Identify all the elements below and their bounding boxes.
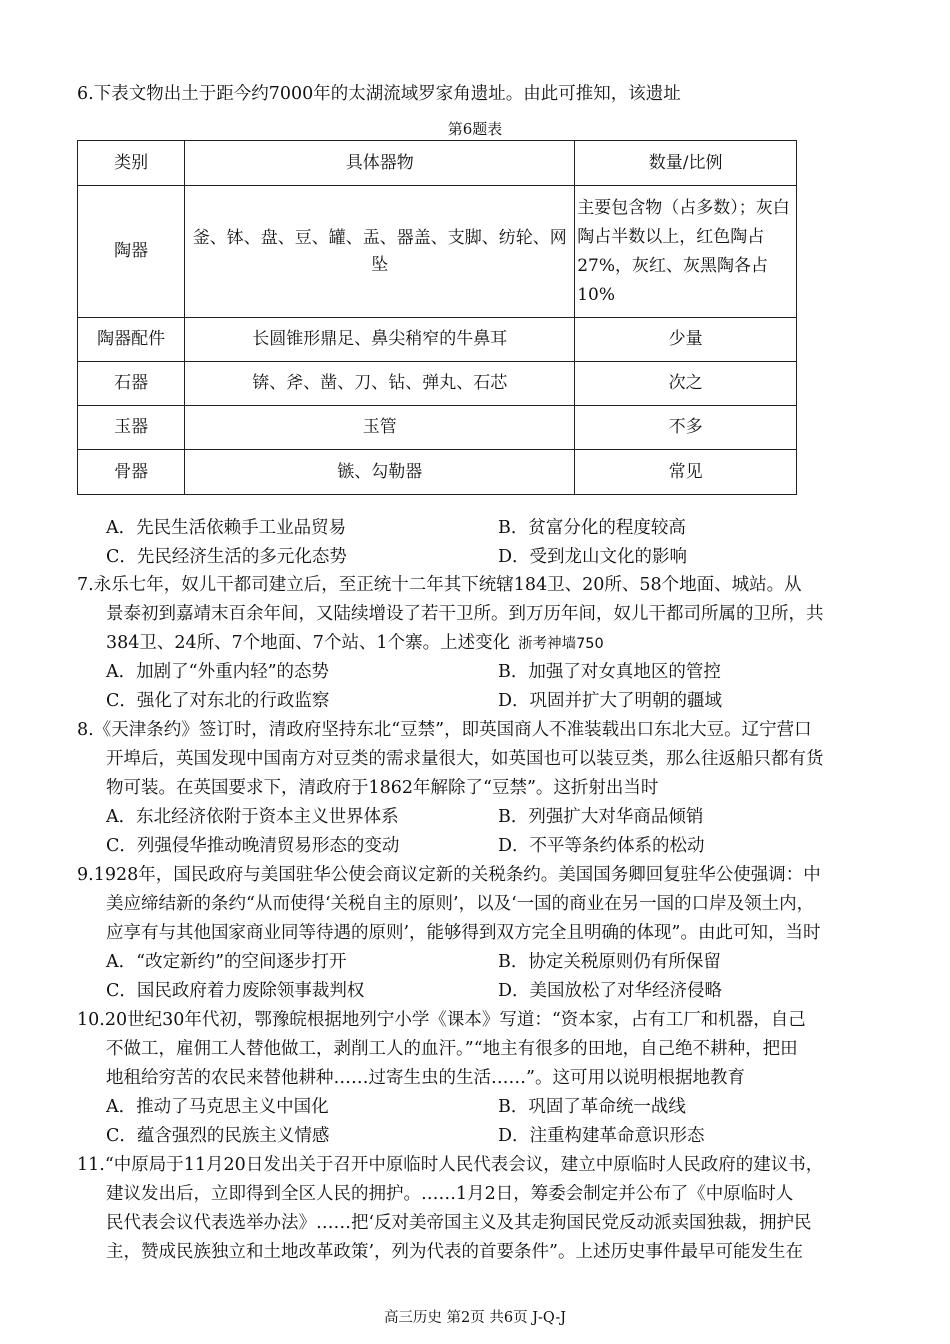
table-row [78, 406, 797, 450]
q10-line: 地租给穷苦的农民来替他耕种……过寄生虫的生活……”。这可用以说明根据地教育 [106, 1068, 745, 1088]
q9-option-d: D．美国放松了对华经济侵略 [498, 981, 723, 1001]
table-cell: 陶器配件 [78, 318, 185, 362]
q7-line-last [106, 631, 604, 656]
table-cell: 镞、勾勒器 [185, 450, 575, 495]
table-cell: 长圆锥形鼎足、鼻尖稍窄的牛鼻耳 [185, 318, 575, 362]
table-cell: 锛、斧、凿、刀、钻、弹丸、石芯 [185, 362, 575, 406]
q11-line: 主，赞成民族独立和土地改革政策’，列为代表的首要条件”。上述历史事件最早可能发生在 [106, 1242, 804, 1262]
q8-line: 物可装。在英国要求下，清政府于1862年解除了“豆禁”。这折射出当时 [106, 778, 659, 798]
q7-line: 景泰初到嘉靖末百余年间，又陆续增设了若干卫所。到万历年间，奴儿干都司所属的卫所，共 [106, 604, 824, 624]
q8-option-b: B．列强扩大对华商品倾销 [498, 807, 704, 827]
q6-stem: 6.下表文物出土于距今约7000年的太湖流域罗家角遗址。由此可推知，该遗址 [77, 84, 681, 104]
q10-line: 10.20世纪30年代初，鄂豫皖根据地列宁小学《课本》写道：“资本家，占有工厂和机器，自己 [77, 1010, 806, 1030]
table-cell: 石器 [78, 362, 185, 406]
table-cell: 不多 [575, 406, 797, 450]
q7-line: 7.永乐七年，奴儿干都司建立后，至正统十二年其下统辖184卫、20所、58个地面、城站。从 [77, 575, 802, 595]
q6-option-b: B．贫富分化的程度较高 [498, 518, 686, 538]
q10-option-b: B．巩固了革命统一战线 [498, 1097, 686, 1117]
q7-option-b: B．加强了对女真地区的管控 [498, 662, 721, 682]
table-cell: 常见 [575, 450, 797, 495]
q8-line: 8.《天津条约》签订时，清政府坚持东北“豆禁”，即英国商人不准装载出口东北大豆。辽宁营口 [77, 720, 812, 740]
q8-option-d: D．不平等条约体系的松动 [498, 836, 705, 856]
table-cell: 釜、钵、盘、豆、罐、盂、器盖、支脚、纺轮、网坠 [185, 186, 575, 318]
table-row [78, 450, 797, 495]
q9-option-c: C．国民政府着力废除领事裁判权 [106, 981, 365, 1001]
q8-option-a: A．东北经济依附于资本主义世界体系 [106, 807, 399, 827]
page-footer: 高三历史 第2页 共6页 J-Q-J [383, 1310, 567, 1326]
table-row [78, 362, 797, 406]
q9-line: 美应缔结新的条约“从而使得‘关税自主的原则’，以及‘一国的商业在另一国的口岸及领土内， [106, 894, 815, 914]
table-cell: 主要包含物（占多数）；灰白陶占半数以上，红色陶占27%，灰红、灰黑陶各占10% [575, 186, 797, 318]
table-header-cell: 数量/比例 [575, 141, 797, 186]
table-cell: 骨器 [78, 450, 185, 495]
table-cell: 次之 [575, 362, 797, 406]
q11-line: 建议发出后，立即得到全区人民的拥护。……1月2日，筹委会制定并公布了《中原临时人 [106, 1184, 794, 1204]
q9-line: 应享有与其他国家商业同等待遇的原则’，能够得到双方完全且明确的体现”。由此可知，当时 [106, 923, 821, 943]
table-cell: 少量 [575, 318, 797, 362]
table-row [78, 186, 797, 318]
q11-line: 11.“中原局于11月20日发出关于召开中原临时人民代表会议，建立中原临时人民政府的建议书， [77, 1155, 824, 1175]
q7-option-a: A．加剧了“外重内轻”的态势 [106, 662, 330, 682]
q7-option-c: C．强化了对东北的行政监察 [106, 691, 330, 711]
q6-option-a: A．先民生活依赖手工业品贸易 [106, 518, 347, 538]
q7-option-d: D．巩固并扩大了明朝的疆域 [498, 691, 723, 711]
watermark-note: 浙考神墙750 [518, 636, 604, 652]
table-row [78, 318, 797, 362]
table-caption: 第6题表 [447, 120, 503, 138]
q10-option-a: A．推动了马克思主义中国化 [106, 1097, 329, 1117]
table-cell: 陶器 [78, 186, 185, 318]
q8-option-c: C．列强侵华推动晚清贸易形态的变动 [106, 836, 400, 856]
q11-line: 民代表会议代表选举办法》……把‘反对美帝国主义及其走狗国民党反动派卖国独裁，拥护民 [106, 1213, 812, 1233]
table-cell: 玉管 [185, 406, 575, 450]
table-header-cell: 具体器物 [185, 141, 575, 186]
q7-line-text: 384卫、24所、7个地面、7个站、1个寨。上述变化 [106, 633, 511, 653]
q9-line: 9.1928年，国民政府与美国驻华公使会商议定新的关税条约。美国国务卿回复驻华公使强调：中 [77, 865, 821, 885]
q6-option-c: C．先民经济生活的多元化态势 [106, 547, 347, 567]
q6-option-d: D．受到龙山文化的影响 [498, 547, 688, 567]
q10-line: 不做工，雇佣工人替他做工，剥削工人的血汗。”“地主有很多的田地，自己绝不耕种，把田 [106, 1039, 798, 1059]
artifact-table [77, 140, 797, 495]
q9-option-b: B．协定关税原则仍有所保留 [498, 952, 721, 972]
table-header-cell: 类别 [78, 141, 185, 186]
q8-line: 开埠后，英国发现中国南方对豆类的需求量很大，如英国也可以装豆类，那么往返船只都有货 [106, 749, 824, 769]
q9-option-a: A．“改定新约”的空间逐步打开 [106, 952, 347, 972]
table-header-row [78, 141, 797, 186]
table-cell: 玉器 [78, 406, 185, 450]
q10-option-c: C．蕴含强烈的民族主义情感 [106, 1126, 330, 1146]
q10-option-d: D．注重构建革命意识形态 [498, 1126, 705, 1146]
